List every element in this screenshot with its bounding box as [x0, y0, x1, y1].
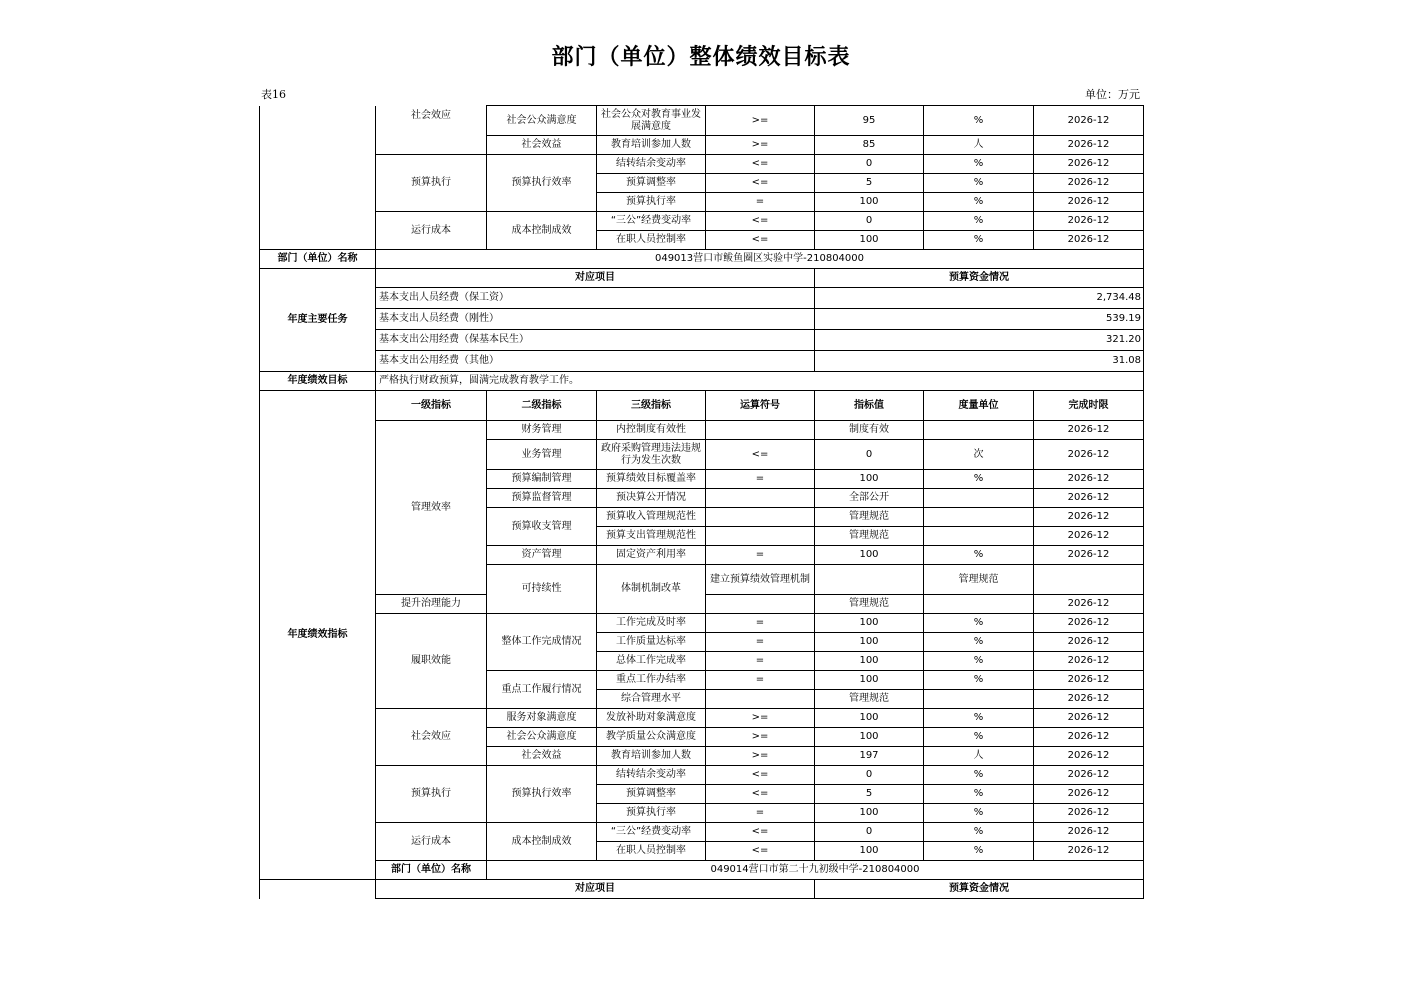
value-cell: 管理规范: [815, 527, 924, 546]
operator-cell: [815, 565, 924, 595]
operator-cell: =: [706, 193, 815, 212]
operator-cell: [706, 421, 815, 440]
value-cell: 100: [815, 728, 924, 747]
operator-cell: >=: [706, 728, 815, 747]
value-cell: 95: [815, 106, 924, 136]
operator-cell: [706, 690, 815, 709]
level1-cell: 预算执行: [376, 155, 487, 212]
level3-cell: 预算调整率: [597, 785, 706, 804]
task-amount: 539.19: [815, 309, 1144, 330]
value-cell: 管理规范: [924, 565, 1034, 595]
level3-cell: “三公”经费变动率: [597, 212, 706, 231]
level3-cell: 预算执行率: [597, 193, 706, 212]
level3-cell: 预算绩效目标覆盖率: [597, 470, 706, 489]
table-row: [260, 288, 1144, 309]
table-row: [260, 269, 1144, 288]
value-cell: 0: [815, 212, 924, 231]
value-cell: 100: [815, 614, 924, 633]
level2-cell: 重点工作履行情况: [487, 671, 597, 709]
value-cell: 全部公开: [815, 489, 924, 508]
table-row: [260, 766, 1144, 785]
value-cell: 管理规范: [815, 690, 924, 709]
level2-cell: 体制机制改革: [597, 565, 706, 614]
level3-cell: 总体工作完成率: [597, 652, 706, 671]
unit-cell: %: [924, 785, 1034, 804]
level1-cell: 履职效能: [376, 614, 487, 709]
unit-cell: [924, 421, 1034, 440]
unit-cell: %: [924, 804, 1034, 823]
operator-cell: =: [706, 546, 815, 565]
date-cell: 2026-12: [1034, 595, 1144, 614]
table-row: [260, 823, 1144, 842]
table-row: [260, 250, 1144, 269]
date-cell: 2026-12: [1034, 470, 1144, 489]
level3-cell: 内控制度有效性: [597, 421, 706, 440]
level3-cell: 重点工作办结率: [597, 671, 706, 690]
task-item: 基本支出公用经费（其他）: [376, 351, 815, 372]
level3-cell: 提升治理能力: [376, 595, 487, 614]
table-row: [260, 709, 1144, 728]
value-cell: 100: [815, 709, 924, 728]
date-cell: 2026-12: [1034, 747, 1144, 766]
level1-cell: 运行成本: [376, 212, 487, 250]
unit-cell: 人: [924, 136, 1034, 155]
value-cell: 100: [815, 633, 924, 652]
date-cell: 2026-12: [1034, 823, 1144, 842]
table-row: [260, 106, 1144, 136]
value-cell: 100: [815, 652, 924, 671]
level3-cell: 教学质量公众满意度: [597, 728, 706, 747]
date-cell: 2026-12: [1034, 136, 1144, 155]
table-row: [260, 330, 1144, 351]
operator-cell: [706, 508, 815, 527]
operator-cell: <=: [706, 766, 815, 785]
value-cell: 197: [815, 747, 924, 766]
unit-cell: %: [924, 106, 1034, 136]
value-cell: 100: [815, 671, 924, 690]
level2-cell: 业务管理: [487, 440, 597, 470]
col-item-header: 对应项目: [376, 880, 815, 899]
level2-cell: 社会公众满意度: [487, 106, 597, 136]
level3-cell: 工作完成及时率: [597, 614, 706, 633]
operator-cell: =: [706, 470, 815, 489]
date-cell: 2026-12: [1034, 652, 1144, 671]
header-level3: 三级指标: [597, 391, 706, 421]
level1-cell: 预算执行: [376, 766, 487, 823]
unit-cell: %: [924, 728, 1034, 747]
unit-cell: %: [924, 823, 1034, 842]
date-cell: 2026-12: [1034, 614, 1144, 633]
blank-cell: [260, 106, 376, 250]
header-date: 完成时限: [1034, 391, 1144, 421]
unit-cell: %: [924, 174, 1034, 193]
unit-name-label: 部门（单位）名称: [376, 861, 487, 880]
date-cell: 2026-12: [1034, 709, 1144, 728]
level2-cell: 财务管理: [487, 421, 597, 440]
task-item: 基本支出公用经费（保基本民生）: [376, 330, 815, 351]
header-operator: 运算符号: [706, 391, 815, 421]
level3-cell: 工作质量达标率: [597, 633, 706, 652]
goal-label: 年度绩效目标: [260, 372, 376, 391]
operator-cell: =: [706, 614, 815, 633]
level1-cell: 运行成本: [376, 823, 487, 861]
task-item: 基本支出人员经费（刚性）: [376, 309, 815, 330]
header-unit: 度量单位: [924, 391, 1034, 421]
operator-cell: <=: [706, 842, 815, 861]
level1-cell: 社会效应: [376, 709, 487, 766]
value-cell: 85: [815, 136, 924, 155]
unit-cell: %: [924, 671, 1034, 690]
value-cell: 制度有效: [815, 421, 924, 440]
level2-cell: 整体工作完成情况: [487, 614, 597, 671]
value-cell: 100: [815, 804, 924, 823]
operator-cell: <=: [706, 785, 815, 804]
level1-cell: 可持续性: [487, 565, 597, 614]
unit-cell: [924, 690, 1034, 709]
unit-cell: [924, 527, 1034, 546]
operator-cell: >=: [706, 709, 815, 728]
date-cell: 2026-12: [1034, 174, 1144, 193]
table-row: [260, 614, 1144, 633]
operator-cell: >=: [706, 747, 815, 766]
date-cell: 2026-12: [1034, 212, 1144, 231]
value-cell: 0: [815, 823, 924, 842]
unit-cell: %: [924, 709, 1034, 728]
page-title: 部门（单位）整体绩效目标表: [551, 45, 851, 70]
level2-cell: 成本控制成效: [487, 823, 597, 861]
level2-cell: 社会效益: [487, 136, 597, 155]
level2-cell: 预算监督管理: [487, 489, 597, 508]
level3-cell: 在职人员控制率: [597, 231, 706, 250]
unit-name: 049014营口市第二十九初级中学-210804000: [487, 861, 1144, 880]
level3-cell: 固定资产利用率: [597, 546, 706, 565]
level3-cell: 教育培训参加人数: [597, 747, 706, 766]
date-cell: 2026-12: [1034, 421, 1144, 440]
table-row: [260, 155, 1144, 174]
operator-cell: <=: [706, 212, 815, 231]
task-item: 基本支出人员经费（保工资）: [376, 288, 815, 309]
table-row: [260, 212, 1144, 231]
operator-cell: <=: [706, 231, 815, 250]
task-amount: 321.20: [815, 330, 1144, 351]
level3-cell: 预算执行率: [597, 804, 706, 823]
table-row: [260, 861, 1144, 880]
header-value: 指标值: [815, 391, 924, 421]
operator-cell: [706, 489, 815, 508]
level3-cell: 建立预算绩效管理机制: [706, 565, 815, 595]
unit-cell: [924, 508, 1034, 527]
date-cell: 2026-12: [1034, 527, 1144, 546]
date-cell: 2026-12: [1034, 231, 1144, 250]
level3-cell: 综合管理水平: [597, 690, 706, 709]
task-amount: 2,734.48: [815, 288, 1144, 309]
operator-cell: =: [706, 652, 815, 671]
date-cell: 2026-12: [1034, 728, 1144, 747]
level2-cell: 预算执行效率: [487, 766, 597, 823]
date-cell: 2026-12: [1034, 804, 1144, 823]
level3-cell: 预算收入管理规范性: [597, 508, 706, 527]
value-cell: 管理规范: [815, 508, 924, 527]
level2-cell: 预算编制管理: [487, 470, 597, 489]
date-cell: 2026-12: [1034, 440, 1144, 470]
operator-cell: <=: [706, 823, 815, 842]
unit-cell: %: [924, 614, 1034, 633]
table-number: 表16: [261, 88, 286, 101]
level2-cell: 成本控制成效: [487, 212, 597, 250]
level3-cell: 社会公众对教育事业发展满意度: [597, 106, 706, 136]
goal-text: 严格执行财政预算，圆满完成教育教学工作。: [376, 372, 1144, 391]
value-cell: 100: [815, 193, 924, 212]
operator-cell: <=: [706, 155, 815, 174]
date-cell: 2026-12: [1034, 155, 1144, 174]
date-cell: 2026-12: [1034, 193, 1144, 212]
tasks-label: 年度主要任务: [260, 269, 376, 372]
level3-cell: 结转结余变动率: [597, 155, 706, 174]
table-row: [260, 309, 1144, 330]
level2-cell: 社会公众满意度: [487, 728, 597, 747]
table-row: [260, 880, 1144, 899]
unit-cell: [924, 595, 1034, 614]
unit-cell: %: [924, 470, 1034, 489]
unit-cell: 次: [924, 440, 1034, 470]
table-row: [260, 391, 1144, 421]
level3-cell: 结转结余变动率: [597, 766, 706, 785]
operator-cell: =: [706, 804, 815, 823]
unit-cell: %: [924, 546, 1034, 565]
value-cell: 100: [815, 470, 924, 489]
value-cell: 0: [815, 766, 924, 785]
unit-cell: %: [924, 212, 1034, 231]
level2-cell: 服务对象满意度: [487, 709, 597, 728]
level3-cell: 预算调整率: [597, 174, 706, 193]
table-row: [260, 421, 1144, 440]
unit-cell: [924, 489, 1034, 508]
operator-cell: =: [706, 633, 815, 652]
level1-cell: 管理效率: [376, 421, 487, 595]
unit-cell: %: [924, 652, 1034, 671]
unit-cell: %: [924, 842, 1034, 861]
value-cell: 100: [815, 231, 924, 250]
value-cell: 5: [815, 785, 924, 804]
date-cell: 2026-12: [1034, 842, 1144, 861]
date-cell: 2026-12: [1034, 106, 1144, 136]
date-cell: 2026-12: [1034, 766, 1144, 785]
level2-cell: 预算执行效率: [487, 155, 597, 212]
value-cell: 100: [815, 546, 924, 565]
date-cell: 2026-12: [1034, 690, 1144, 709]
level2-cell: 预算收支管理: [487, 508, 597, 546]
header-level1: 一级指标: [376, 391, 487, 421]
level3-cell: 预算支出管理规范性: [597, 527, 706, 546]
operator-cell: >=: [706, 136, 815, 155]
level2-cell: 社会效益: [487, 747, 597, 766]
level3-cell: 预决算公开情况: [597, 489, 706, 508]
date-cell: 2026-12: [1034, 489, 1144, 508]
unit-cell: %: [924, 231, 1034, 250]
performance-table: [259, 105, 1144, 899]
level3-cell: 在职人员控制率: [597, 842, 706, 861]
unit-cell: %: [924, 193, 1034, 212]
operator-cell: [706, 527, 815, 546]
unit-cell: %: [924, 633, 1034, 652]
col-budget-header: 预算资金情况: [815, 269, 1144, 288]
unit-cell: 人: [924, 747, 1034, 766]
value-cell: 管理规范: [815, 595, 924, 614]
date-cell: 2026-12: [1034, 546, 1144, 565]
unit-name-label: 部门（单位）名称: [260, 250, 376, 269]
unit-cell: %: [924, 155, 1034, 174]
operator-cell: [706, 595, 815, 614]
indicators-label: 年度绩效指标: [260, 391, 376, 880]
blank-cell: [260, 880, 376, 899]
level3-cell: 政府采购管理违法违规行为发生次数: [597, 440, 706, 470]
value-cell: 5: [815, 174, 924, 193]
col-budget-header: 预算资金情况: [815, 880, 1144, 899]
date-cell: 2026-12: [1034, 508, 1144, 527]
task-amount: 31.08: [815, 351, 1144, 372]
header-level2: 二级指标: [487, 391, 597, 421]
level2-cell: 资产管理: [487, 546, 597, 565]
col-item-header: 对应项目: [376, 269, 815, 288]
level3-cell: 教育培训参加人数: [597, 136, 706, 155]
level3-cell: “三公”经费变动率: [597, 823, 706, 842]
value-cell: 0: [815, 155, 924, 174]
unit-cell: %: [924, 766, 1034, 785]
value-cell: 100: [815, 842, 924, 861]
table-row: [260, 351, 1144, 372]
unit-name: 049013营口市鲅鱼圈区实验中学-210804000: [376, 250, 1144, 269]
value-cell: 0: [815, 440, 924, 470]
date-cell: 2026-12: [1034, 785, 1144, 804]
operator-cell: <=: [706, 174, 815, 193]
operator-cell: <=: [706, 440, 815, 470]
date-cell: 2026-12: [1034, 671, 1144, 690]
unit-label: 单位：万元: [1085, 88, 1140, 101]
level1-cell: 社会效应: [376, 106, 487, 155]
level3-cell: 发放补助对象满意度: [597, 709, 706, 728]
operator-cell: >=: [706, 106, 815, 136]
operator-cell: =: [706, 671, 815, 690]
unit-cell: [1034, 565, 1144, 595]
date-cell: 2026-12: [1034, 633, 1144, 652]
table-row: [260, 372, 1144, 391]
